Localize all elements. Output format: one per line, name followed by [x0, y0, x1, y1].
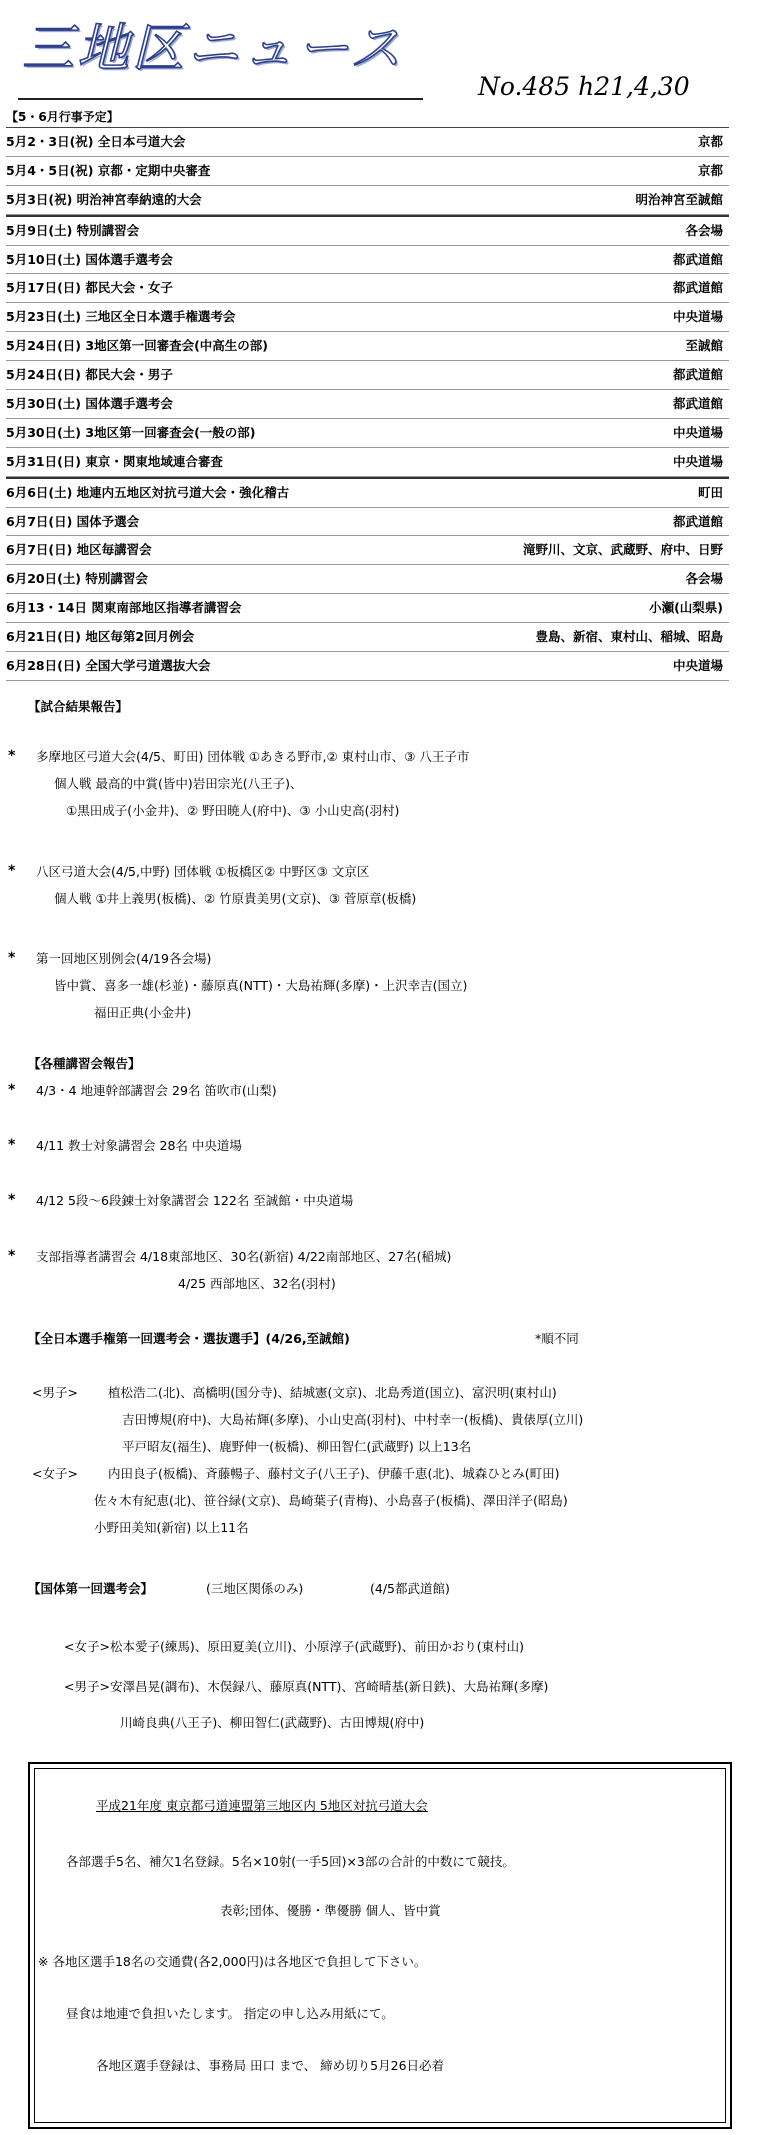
notice-box	[28, 1762, 732, 2129]
result-line: 個人戦 最高的中賞(皆中)岩田宗光(八王子)、	[54, 776, 303, 791]
schedule-place: 京都	[697, 162, 723, 178]
schedule-row	[6, 565, 729, 594]
seminar-line: 4/3・4 地連幹部講習会 29名 笛吹市(山梨)	[36, 1083, 277, 1098]
schedule-place: 滝野川、文京、武蔵野、府中、日野	[522, 542, 723, 558]
zennihon-note: *順不同	[535, 1331, 579, 1346]
notice-title: 平成21年度 東京都弓道連盟第三地区内 5地区対抗弓道大会	[96, 1798, 428, 1813]
result-block-2	[36, 858, 416, 912]
schedule-place: 中央道場	[672, 309, 723, 325]
kokutai-male: <男子>安澤昌晃(調布)、木俣録八、藤原真(NTT)、宮崎晴基(新日鉄)、大島祐輝(多摩)	[64, 1679, 549, 1694]
notice-line: 各地区選手登録は、事務局 田口 まで、 締め切り5月26日必着	[96, 2058, 445, 2073]
schedule-place: 小瀬(山梨県)	[649, 600, 723, 616]
schedule-event: 6月20日(土) 特別講習会	[6, 571, 148, 587]
result-block-3	[36, 945, 467, 1026]
schedule-place: 都武道館	[672, 396, 723, 412]
result-block-1	[36, 743, 469, 824]
kokutai-female: <女子>松本愛子(練馬)、原田夏美(立川)、小原淳子(武蔵野)、前田かおり(東村山)	[64, 1639, 524, 1654]
issue-number: No.485 h21,4,30	[478, 72, 690, 101]
female-list	[94, 1460, 568, 1541]
schedule-row	[6, 448, 729, 477]
result-line: 多摩地区弓道大会(4/5、町田) 団体戦 ①あきる野市,② 東村山市、③ 八王子市	[36, 749, 470, 764]
schedule-place: 各会場	[685, 571, 723, 587]
schedule-row	[6, 157, 729, 186]
schedule-event: 5月30日(土) 国体選手選考会	[6, 396, 173, 412]
player-line: 内田良子(板橋)、斉藤暢子、藤村文子(八王子)、伊藤千恵(北)、城森ひとみ(町田)	[108, 1466, 560, 1481]
bullet-mark: *	[8, 950, 16, 966]
bullet-mark: *	[8, 863, 16, 879]
schedule-event: 5月3日(祝) 明治神宮奉納遠的大会	[6, 191, 202, 207]
notice-line: 昼食は地連で負担いたします。 指定の申し込み用紙にて。	[66, 2006, 394, 2021]
notice-line: ※ 各地区選手18名の交通費(各2,000円)は各地区で負担して下さい。	[38, 1954, 427, 1969]
bullet-mark: *	[8, 1137, 16, 1153]
schedule-event: 5月23日(土) 三地区全日本選手権選考会	[6, 309, 236, 325]
schedule-place: 都武道館	[672, 251, 723, 267]
schedule-row	[6, 128, 729, 157]
schedule-event: 6月7日(日) 国体予選会	[6, 513, 140, 529]
kokutai-sub: (三地区関係のみ)	[206, 1581, 304, 1596]
result-line: 個人戦 ①井上義男(板橋)、② 竹原貴美男(文京)、③ 菅原章(板橋)	[54, 891, 417, 906]
player-line: 平戸昭友(福生)、鹿野伸一(板橋)、柳田智仁(武蔵野) 以上13名	[122, 1439, 472, 1454]
player-line: 吉田博規(府中)、大島祐輝(多摩)、小山史高(羽村)、中村幸一(板橋)、貴俵厚(立川)	[122, 1412, 584, 1427]
results-heading: 【試合結果報告】	[28, 699, 129, 714]
schedule-place: 中央道場	[672, 453, 723, 469]
bullet-mark: *	[8, 1192, 16, 1208]
schedule-row	[6, 477, 729, 508]
male-label: <男子>	[32, 1385, 78, 1400]
schedule-event: 6月6日(土) 地連内五地区対抗弓道大会・強化稽古	[6, 484, 290, 500]
schedule-event: 5月9日(土) 特別講習会	[6, 222, 140, 238]
schedule-event: 5月10日(土) 国体選手選考会	[6, 251, 173, 267]
female-label: <女子>	[32, 1466, 78, 1481]
schedule-row	[6, 246, 729, 275]
bullet-mark: *	[8, 1248, 16, 1264]
schedule-event: 5月17日(日) 都民大会・女子	[6, 280, 173, 296]
bullet-mark: *	[8, 748, 16, 764]
zennihon-heading: 【全日本選手権第一回選考会・選抜選手】(4/26,至誠館)	[28, 1331, 350, 1346]
schedule-place: 中央道場	[672, 658, 723, 674]
schedule-place: 京都	[697, 134, 723, 149]
schedule-event: 6月28日(日) 全国大学弓道選抜大会	[6, 658, 211, 674]
schedule-row	[6, 652, 729, 681]
schedule-place: 都武道館	[672, 367, 723, 383]
schedule-place: 豊島、新宿、東村山、稲城、昭島	[535, 629, 723, 645]
male-list	[108, 1379, 583, 1460]
schedule-event: 6月13・14日 関東南部地区指導者講習会	[6, 600, 242, 616]
schedule-event: 5月24日(日) 都民大会・男子	[6, 367, 173, 383]
schedule-event: 6月7日(日) 地区毎講習会	[6, 542, 152, 558]
player-line: 小野田美知(新宿) 以上11名	[94, 1520, 249, 1535]
seminar-line: 支部指導者講習会 4/18東部地区、30名(新宿) 4/22南部地区、27名(稲城)	[36, 1249, 452, 1264]
schedule-row	[6, 361, 729, 390]
schedule-place: 明治神宮至誠館	[635, 191, 723, 207]
kokutai-heading: 【国体第一回選考会】	[28, 1581, 154, 1596]
schedule-row	[6, 303, 729, 332]
schedule-rows	[6, 128, 729, 681]
schedule-place: 至誠館	[685, 338, 723, 354]
schedule-row	[6, 594, 729, 623]
notice-line: 各部選手5名、補欠1名登録。5名×10射(一手5回)×3部の合計的中数にて競技。	[66, 1854, 515, 1869]
result-line: 八区弓道大会(4/5,中野) 団体戦 ①板橋区② 中野区③ 文京区	[36, 864, 370, 879]
seminars-heading: 【各種講習会報告】	[28, 1056, 141, 1071]
result-line: ①黒田成子(小金井)、② 野田暁人(府中)、③ 小山史高(羽村)	[66, 803, 400, 818]
schedule-row	[6, 508, 729, 537]
schedule-place: 各会場	[685, 222, 723, 238]
bullet-mark: *	[8, 1082, 16, 1098]
schedule-heading: 【5・6月行事予定】	[6, 108, 729, 128]
title-underline	[18, 98, 423, 100]
schedule-place: 都武道館	[672, 513, 723, 529]
schedule-event: 5月4・5日(祝) 京都・定期中央審査	[6, 162, 211, 178]
schedule-row	[6, 536, 729, 565]
schedule-row	[6, 623, 729, 652]
schedule-event: 5月30日(土) 3地区第一回審査会(一般の部)	[6, 424, 256, 440]
seminar-line: 4/11 教士対象講習会 28名 中央道場	[36, 1138, 242, 1153]
result-line: 第一回地区別例会(4/19各会場)	[36, 951, 212, 966]
schedule-event: 5月24日(日) 3地区第一回審査会(中高生の部)	[6, 338, 268, 354]
kokutai-male-cont: 川崎良典(八王子)、柳田智仁(武蔵野)、古田博規(府中)	[120, 1715, 425, 1730]
schedule-place: 中央道場	[672, 424, 723, 440]
player-line: 佐々木有紀恵(北)、笹谷緑(文京)、島崎葉子(青梅)、小島喜子(板橋)、澤田洋子(昭島)	[94, 1493, 568, 1508]
player-line: 植松浩二(北)、高橋明(国分寺)、結城憲(文京)、北島秀道(国立)、富沢明(東村山)	[108, 1385, 557, 1400]
schedule-place: 都武道館	[672, 280, 723, 296]
result-line: 福田正典(小金井)	[94, 1005, 192, 1020]
schedule-row	[6, 186, 729, 215]
schedule-row	[6, 332, 729, 361]
schedule-row	[6, 390, 729, 419]
schedule-table	[6, 108, 729, 681]
schedule-row	[6, 419, 729, 448]
seminar-line: 4/12 5段～6段錬士対象講習会 122名 至誠館・中央道場	[36, 1193, 354, 1208]
result-line: 皆中賞、喜多一雄(杉並)・藤原真(NTT)・大島祐輝(多摩)・上沢幸吉(国立)	[54, 978, 468, 993]
schedule-event: 5月2・3日(祝) 全日本弓道大会	[6, 134, 186, 149]
schedule-row	[6, 215, 729, 246]
seminar-line: 4/25 西部地区、32名(羽村)	[178, 1276, 336, 1291]
seminar-block	[36, 1243, 451, 1297]
schedule-event: 6月21日(日) 地区毎第2回月例会	[6, 629, 195, 645]
schedule-row	[6, 274, 729, 303]
newsletter-title: 三地区ニュース	[22, 19, 405, 79]
schedule-place: 町田	[697, 484, 723, 500]
notice-line: 表彰;団体、優勝・準優勝 個人、皆中賞	[220, 1903, 441, 1918]
kokutai-date: (4/5都武道館)	[370, 1581, 450, 1596]
schedule-event: 5月31日(日) 東京・関東地域連合審査	[6, 453, 223, 469]
